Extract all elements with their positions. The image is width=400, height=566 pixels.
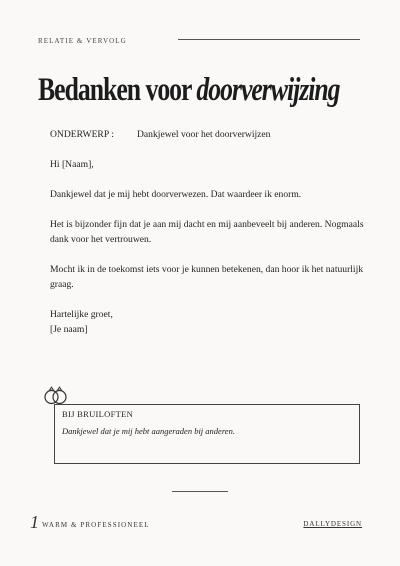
- subject-value: Dankjewel voor het doorverwijzen: [137, 129, 271, 140]
- tip-box: [54, 404, 360, 464]
- title-italic: doorverwijzing: [196, 72, 340, 108]
- page-title: [38, 70, 340, 110]
- page-number: 1: [30, 512, 39, 532]
- title-plain: Bedanken voor: [38, 72, 191, 108]
- subject-line: [50, 127, 370, 142]
- closing: Hartelijke groet,: [50, 309, 113, 320]
- paragraph-1: Dankjewel dat je mij hebt doorverwezen. Dat waardeer ik enorm.: [50, 189, 302, 200]
- paragraph-3: Mocht ik in de toekomst iets voor je kunnen betekenen, dan hoor ik het natuurlijk graag.: [50, 264, 364, 290]
- letter-body: [50, 127, 370, 337]
- paragraph-2: Het is bijzonder fijn dat je aan mij dacht en mij aanbeveelt bij anderen. Nogmaals dank voor het vertrouwen.: [50, 219, 364, 245]
- bottom-divider: [172, 491, 228, 492]
- footer-brand: DALLYDESIGN: [303, 520, 362, 528]
- wedding-rings-icon: [42, 384, 70, 406]
- tip-text: Dankjewel dat je mij hebt aangeraden bij anderen.: [62, 426, 235, 436]
- tip-label: BIJ BRUILOFTEN: [62, 409, 134, 419]
- footer-tagline: WARM & PROFESSIONEEL: [42, 521, 150, 529]
- sign-off: [50, 307, 370, 337]
- signature: [Je naam]: [50, 324, 88, 335]
- section-kicker: RELATIE & VERVOLG: [38, 37, 127, 45]
- subject-label: ONDERWERP :: [50, 129, 114, 140]
- greeting: Hi [Naam],: [50, 159, 94, 170]
- top-divider: [178, 39, 360, 40]
